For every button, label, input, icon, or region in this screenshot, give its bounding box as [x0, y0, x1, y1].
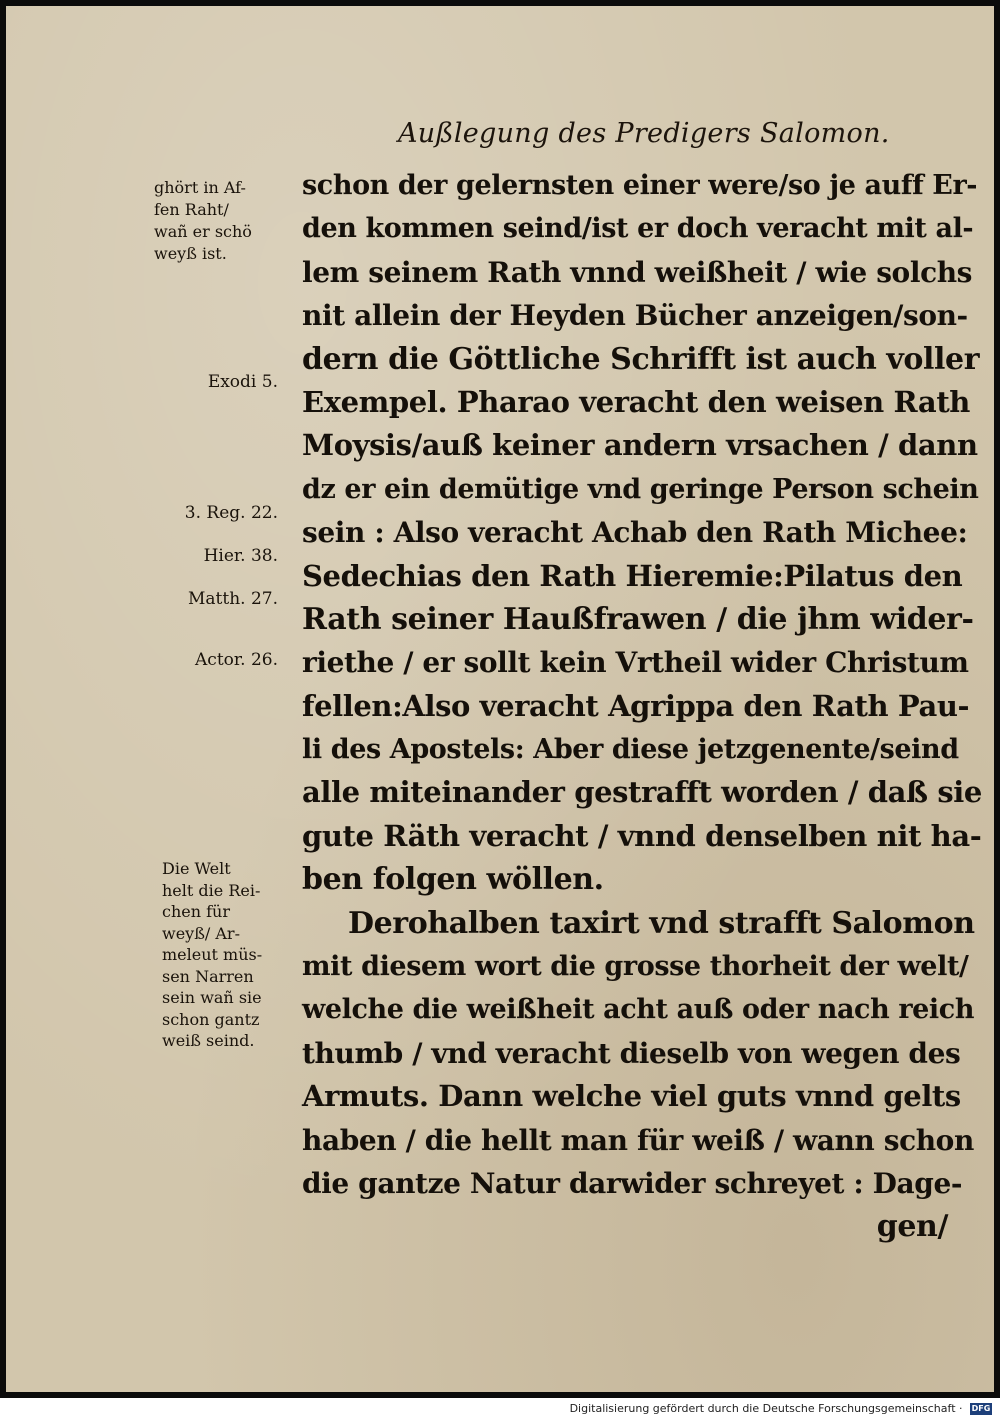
margin-note-affen-raht: ghört in Af- fen Raht/ wañ er schö weyß ist. — [154, 178, 252, 263]
text-line: Rath seiner Haußfrawen / die jhm wider- — [302, 601, 974, 637]
footer-credit: Digitalisierung gefördert durch die Deutsche Forschungsgemeinschaft · — [569, 1402, 963, 1415]
digitization-footer — [0, 1398, 1000, 1420]
text-line: die gantze Natur darwider schreyet : Dage- — [302, 1166, 963, 1200]
margin-ref-matth: Matth. 27. — [188, 589, 278, 609]
text-line: sein : Also veracht Achab den Rath Michee: — [302, 516, 968, 550]
text-line: riethe / er sollt kein Vrtheil wider Christum — [302, 646, 969, 680]
main-text-block — [302, 164, 982, 1249]
margin-note-die-welt: Die Welt helt die Rei- chen für weyß/ Ar- meleut müs- sen Narren sein wañ sie schon gantz weiß seind. — [162, 859, 263, 1050]
text-line-paragraph-start: Derohalben taxirt vnd strafft Salomon — [348, 905, 975, 941]
text-line: gute Räth veracht / vnnd denselben nit ha- — [302, 818, 982, 853]
text-line: thumb / vnd veracht dieselb von wegen des — [302, 1036, 961, 1070]
text-line: fellen:Also veracht Agrippa den Rath Pau- — [302, 688, 970, 723]
dfg-logo-icon: DFG — [971, 1404, 991, 1413]
running-head: Außlegung des Predigers Salomon. — [398, 118, 890, 149]
book-page — [6, 6, 994, 1392]
text-line: li des Apostels: Aber diese jetzgenente/seind — [302, 734, 959, 766]
catchword: gen/ — [876, 1209, 948, 1245]
text-line: alle miteinander gestrafft worden / daß sie — [302, 775, 982, 810]
text-line: Moysis/auß keiner andern vrsachen / dann — [302, 428, 978, 463]
margin-ref-actor: Actor. 26. — [195, 650, 278, 670]
text-line: welche die weißheit acht auß oder nach reich — [302, 994, 975, 1026]
margin-ref-reg: 3. Reg. 22. — [184, 503, 278, 523]
text-line: mit diesem wort die grosse thorheit der welt/ — [302, 951, 969, 983]
text-line: dern die Göttliche Schrifft ist auch voller — [302, 341, 980, 377]
text-line: Armuts. Dann welche viel guts vnnd gelts — [302, 1079, 961, 1114]
text-line: lem seinem Rath vnnd weißheit / wie solchs — [302, 255, 973, 289]
margin-ref-hier: Hier. 38. — [203, 546, 278, 566]
text-line: den kommen seind/ist er doch veracht mit al- — [302, 213, 974, 245]
text-line: schon der gelernsten einer were/so je auff Er- — [302, 170, 978, 201]
margin-ref-exodi: Exodi 5. — [207, 372, 278, 392]
text-line: dz er ein demütige vnd geringe Person schein — [302, 473, 979, 505]
text-line: nit allein der Heyden Bücher anzeigen/son- — [302, 299, 968, 333]
text-line: Exempel. Pharao veracht den weisen Rath — [302, 384, 970, 419]
text-line: ben folgen wöllen. — [302, 862, 604, 898]
text-line: haben / die hellt man für weiß / wann schon — [302, 1123, 974, 1157]
text-line: Sedechias den Rath Hieremie:Pilatus den — [302, 558, 963, 593]
